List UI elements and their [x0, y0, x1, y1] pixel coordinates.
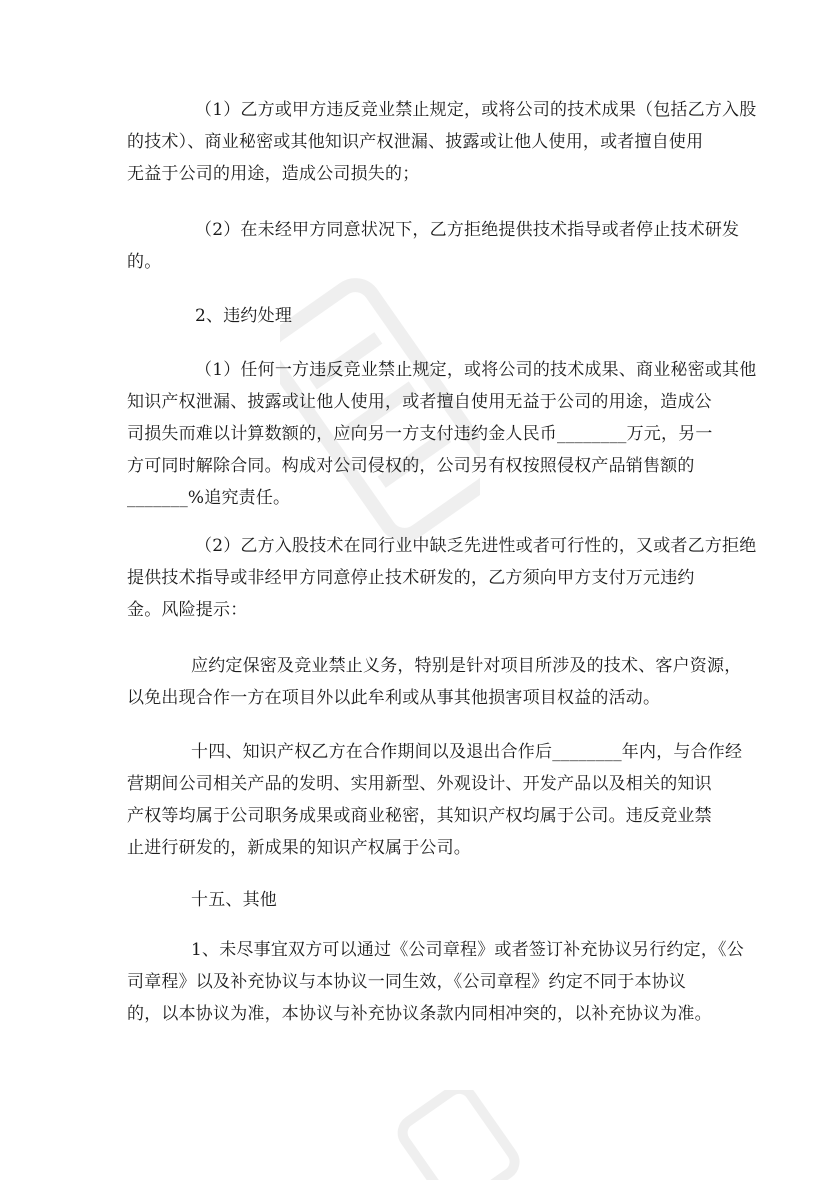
text-line: 十四、知识产权乙方在合作期间以及退出合作后________年内，与合作经: [191, 742, 743, 762]
text-line: 提供技术指导或非经甲方同意停止技术研发的，乙方须向甲方支付万元违约: [127, 568, 695, 588]
text-line: 2、违约处理: [195, 306, 293, 326]
text-line: 以免出现合作一方在项目外以此牟利或从事其他损害项目权益的活动。: [127, 688, 661, 708]
paragraph-risk-tip: [127, 650, 742, 714]
text-line: 产权等均属于公司职务成果或商业秘密，其知识产权均属于公司。违反竞业禁: [127, 806, 712, 826]
text-line: （2）在未经甲方同意状况下，乙方拒绝提供技术指导或者停止技术研发: [195, 220, 740, 240]
text-line: 的。: [127, 252, 162, 272]
paragraph-breach-handling-item-2: [127, 530, 757, 626]
text-line: 1、未尽事宜双方可以通过《公司章程》或者签订补充协议另行约定，《公: [191, 940, 744, 960]
text-line: 应约定保密及竞业禁止义务，特别是针对项目所涉及的技术、客户资源，: [191, 656, 742, 676]
section-heading-breach-handling: [127, 300, 707, 332]
paragraph-violation-item-1: [127, 94, 757, 190]
text-line: 无益于公司的用途，造成公司损失的；: [127, 164, 420, 184]
text-line: （1）乙方或甲方违反竞业禁止规定，或将公司的技术成果（包括乙方入股: [195, 100, 757, 120]
section-heading-other: [127, 884, 707, 916]
text-line: （1）任何一方违反竞业禁止规定，或将公司的技术成果、商业秘密或其他: [195, 360, 757, 380]
text-line: 的，以本协议为准，本协议与补充协议条款内同相冲突的，以补充协议为准。: [127, 1004, 712, 1024]
text-line: 司损失而难以计算数额的，应向另一方支付违约金人民币________万元，另一: [127, 424, 713, 444]
paragraph-breach-handling-item-1: [127, 354, 757, 514]
paragraph-violation-item-2: [127, 214, 740, 278]
watermark-logo-icon: [380, 1090, 520, 1180]
text-line: （2）乙方入股技术在同行业中缺乏先进性或者可行性的，又或者乙方拒绝: [195, 536, 757, 556]
text-line: 营期间公司相关产品的发明、实用新型、外观设计、开发产品以及相关的知识: [127, 774, 712, 794]
text-line: 金。风险提示：: [127, 600, 248, 620]
text-line: 止进行研发的，新成果的知识产权属于公司。: [127, 838, 471, 858]
text-line: 司章程》以及补充协议与本协议一同生效，《公司章程》约定不同于本协议: [127, 972, 687, 992]
text-line: 方可同时解除合同。构成对公司侵权的，公司另有权按照侵权产品销售额的: [127, 456, 695, 476]
paragraph-intellectual-property: [127, 736, 743, 864]
text-line: 知识产权泄漏、披露或让他人使用，或者擅自使用无益于公司的用途，造成公: [127, 392, 712, 412]
text-line: _______%追究责任。: [127, 488, 291, 508]
paragraph-other-item-1: [127, 934, 744, 1030]
text-line: 的技术）、商业秘密或其他知识产权泄漏、披露或让他人使用，或者擅自使用: [127, 132, 704, 152]
text-line: 十五、其他: [191, 890, 277, 910]
